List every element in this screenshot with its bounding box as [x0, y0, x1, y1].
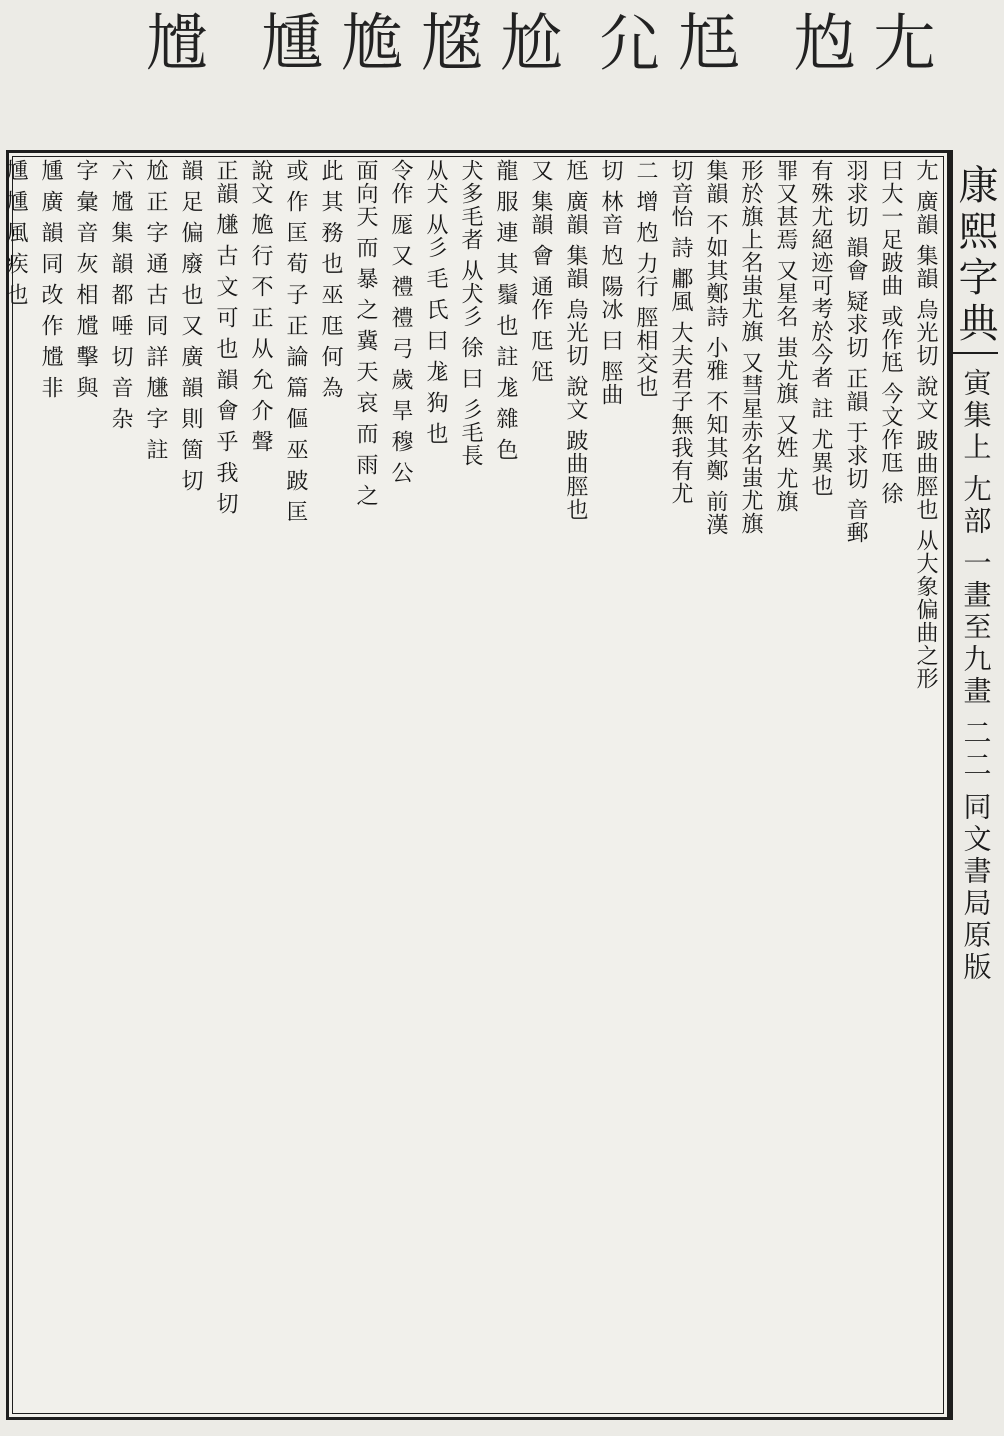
text-column: 龍 服 連 其 鬚 也 註 尨 雜 色 — [493, 159, 518, 461]
seal-script-header — [135, 0, 936, 145]
text-column: 說文 尯 行 不 正 从 允 介 聲 — [248, 159, 273, 453]
text-column: 尰 廣 韻 同 改 作 尳 非 — [38, 159, 63, 399]
volume-label: 寅集上 — [959, 368, 993, 464]
seal-glyph-2: 尥 — [783, 10, 857, 76]
seal-glyph-10: 尯 — [330, 10, 404, 76]
page-number: 二二 — [959, 718, 993, 782]
text-column: 尪 廣韻 集韻 烏光切 說文 跛曲脛也 — [563, 159, 588, 521]
text-column: 切音怡 詩 鄘風 大夫君子無我有尤 — [668, 159, 693, 505]
text-column: 羽求切 韻會 疑求切 正韻 于求切 音郵 — [843, 159, 868, 544]
text-column: 从犬 从彡 毛 氏 曰 尨 狗 也 — [423, 159, 448, 445]
text-column: 令作 厖 又 禮 禮 弓 歲 旱 穆 公 — [388, 159, 413, 484]
text-column: 又 集韻 會 通作 尫 尩 — [528, 159, 553, 383]
text-column: 韻 足 偏 廢 也 又 廣 韻 則 箇 切 — [178, 159, 203, 492]
text-column: 六 尳 集 韻 都 唾 切 音 杂 — [108, 159, 133, 430]
text-column: 尬 正 字 通 古 同 詳 尲 字 註 — [143, 159, 168, 461]
text-column: 集韻 不如其鄭詩 小雅 不知其鄭 前漢 — [703, 159, 728, 536]
text-column: 尰 尰 風 疾 也 — [3, 159, 28, 306]
text-column: 正韻 尲 古 文 可 也 韻 會 乎 我 切 — [213, 159, 238, 515]
text-column: 形於旗上名蚩尤旗 又彗星赤名蚩尤旗 — [738, 159, 763, 535]
seal-glyph-1: 尢 — [862, 10, 936, 76]
text-column: 曰大一足跛曲 或作尪 今文作尫 徐 — [878, 159, 903, 505]
seal-glyph-6: 尣 — [587, 10, 661, 76]
strokes-label: 一畫至九畫 — [959, 548, 993, 708]
radical-label: 尢部 — [959, 474, 993, 538]
margin-strip — [950, 150, 998, 1420]
seal-glyph-14: 尳 — [135, 10, 208, 76]
text-column: 面向天 而 暴 之 冀 天 哀 而 雨 之 — [353, 159, 378, 507]
text-column: 或 作 匡 荀 子 正 論 篇 傴 巫 跛 匡 — [283, 159, 308, 523]
text-column: 字 彙 音 灰 相 尳 擊 與 — [73, 159, 98, 399]
text-columns — [3, 159, 941, 1411]
seal-glyph-8: 尬 — [490, 10, 564, 76]
text-column: 罪又甚焉 又星名 蚩尤旗 又姓 尤旗 — [773, 159, 798, 513]
text-column: 此 其 務 也 巫 尫 何 為 — [318, 159, 343, 399]
text-column: 二 增 尥 力行 脛相交也 — [633, 159, 658, 398]
divider — [953, 352, 998, 354]
dictionary-text-frame — [3, 150, 950, 1420]
seal-glyph-9: 尮 — [410, 10, 484, 76]
text-column: 有殊尤絕迹可考於今者 註 尤異也 — [808, 159, 833, 497]
seal-glyph-5: 尪 — [667, 10, 741, 76]
text-column: 切 林音 尥 陽冰 曰 脛曲 — [598, 159, 623, 406]
book-title: 康熙字典 — [952, 164, 998, 348]
text-column: 犬多毛者 从犬彡 徐 曰 彡毛長 — [458, 159, 483, 467]
text-column: 尢 廣韻 集韻 烏光切 說文 跛曲脛也 从大象偏曲之形 — [913, 159, 938, 690]
seal-glyph-11: 尰 — [250, 10, 324, 76]
publisher-label: 同文書局原版 — [959, 792, 993, 984]
